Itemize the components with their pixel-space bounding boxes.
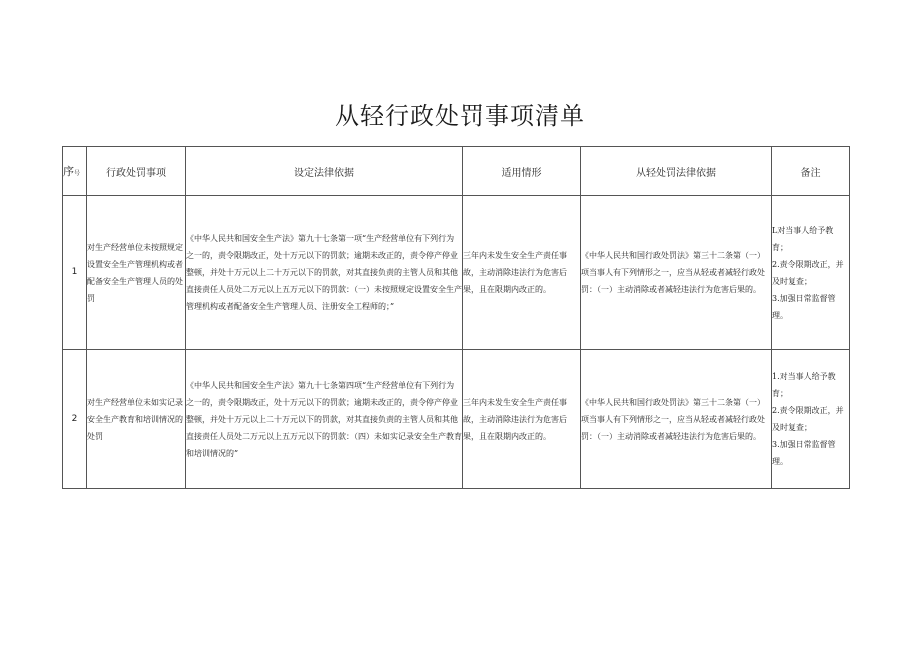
header-seq: 序号 xyxy=(63,147,87,196)
page-title: 从轻行政处罚事项清单 xyxy=(335,102,585,130)
table-row xyxy=(63,196,850,350)
row-seq: 1 xyxy=(63,196,87,350)
remark-line: 3.加强日常监督管理。 xyxy=(772,440,836,466)
table-row xyxy=(63,350,850,489)
row-basis: 《中华人民共和国安全生产法》第九十七条第一项“生产经营单位有下列行为之一的，责令限期改正，处十万元以下的罚款；逾期未改正的，责令停产停业整顿，并处十万元以上二十万元以下的罚款，对其直接负责的主管人员和其他直接责任人员处二万元以上五万元以下的罚款：（一）未按照规定设置安全生产管理机构或者配备安全生产管理人员、注册安全工程师的；” xyxy=(186,196,463,350)
row-item: 对生产经营单位未如实记录安全生产教育和培训情况的处罚 xyxy=(87,350,186,489)
row-item: 对生产经营单位未按照规定设置安全生产管理机构或者配备安全生产管理人员的处罚 xyxy=(87,196,186,350)
row-lenient-basis: 《中华人民共和国行政处罚法》第三十二条第（一）项当事人有下列情形之一，应当从轻或者减轻行政处罚：（一）主动消除或者减轻违法行为危害后果的。 xyxy=(581,350,772,489)
remark-line: 3.加强日常监督管理。 xyxy=(772,293,836,320)
row-situation: 三年内未发生安全生产责任事故，主动消除违法行为危害后果，且在限期内改正的。 xyxy=(463,196,581,350)
table-header-row xyxy=(63,147,850,196)
header-remarks: 备注 xyxy=(772,147,850,196)
row-seq: 2 xyxy=(63,350,87,489)
row-situation: 三年内未发生安全生产责任事故，主动消除违法行为危害后果，且在限期内改正的。 xyxy=(463,350,581,489)
header-lenient-basis: 从轻处罚法律依据 xyxy=(581,147,772,196)
remark-line: 2.责令限期改正，并及时复查； xyxy=(772,406,844,432)
remark-line: 2.责令限期改正，并及时复查； xyxy=(772,259,844,286)
header-item: 行政处罚事项 xyxy=(87,147,186,196)
row-basis: 《中华人民共和国安全生产法》第九十七条第四项“生产经营单位有下列行为之一的，责令限期改正，处十万元以下的罚款；逾期未改正的，责令停产停业整顿，并处十万元以上二十万元以下的罚款，对其直接负责的主管人员和其他直接责任人员处二万元以上五万元以下的罚款：（四）未如实记录安全生产教育和培训情况的” xyxy=(186,350,463,489)
row-remarks xyxy=(772,196,850,350)
penalty-list-table xyxy=(62,146,850,489)
remark-line: L对当事人给予教育； xyxy=(772,225,834,252)
header-basis: 设定法律依据 xyxy=(186,147,463,196)
row-lenient-basis: 《中华人民共和国行政处罚法》第三十二条第（一）项当事人有下列情形之一，应当从轻或者减轻行政处罚：（一）主动消除或者减轻违法行为危害后果的。 xyxy=(581,196,772,350)
row-remarks xyxy=(772,350,850,489)
header-seq-sub: 号 xyxy=(74,170,81,177)
remark-line: 1.对当事人给予教育； xyxy=(772,372,836,398)
header-situation: 适用情形 xyxy=(463,147,581,196)
